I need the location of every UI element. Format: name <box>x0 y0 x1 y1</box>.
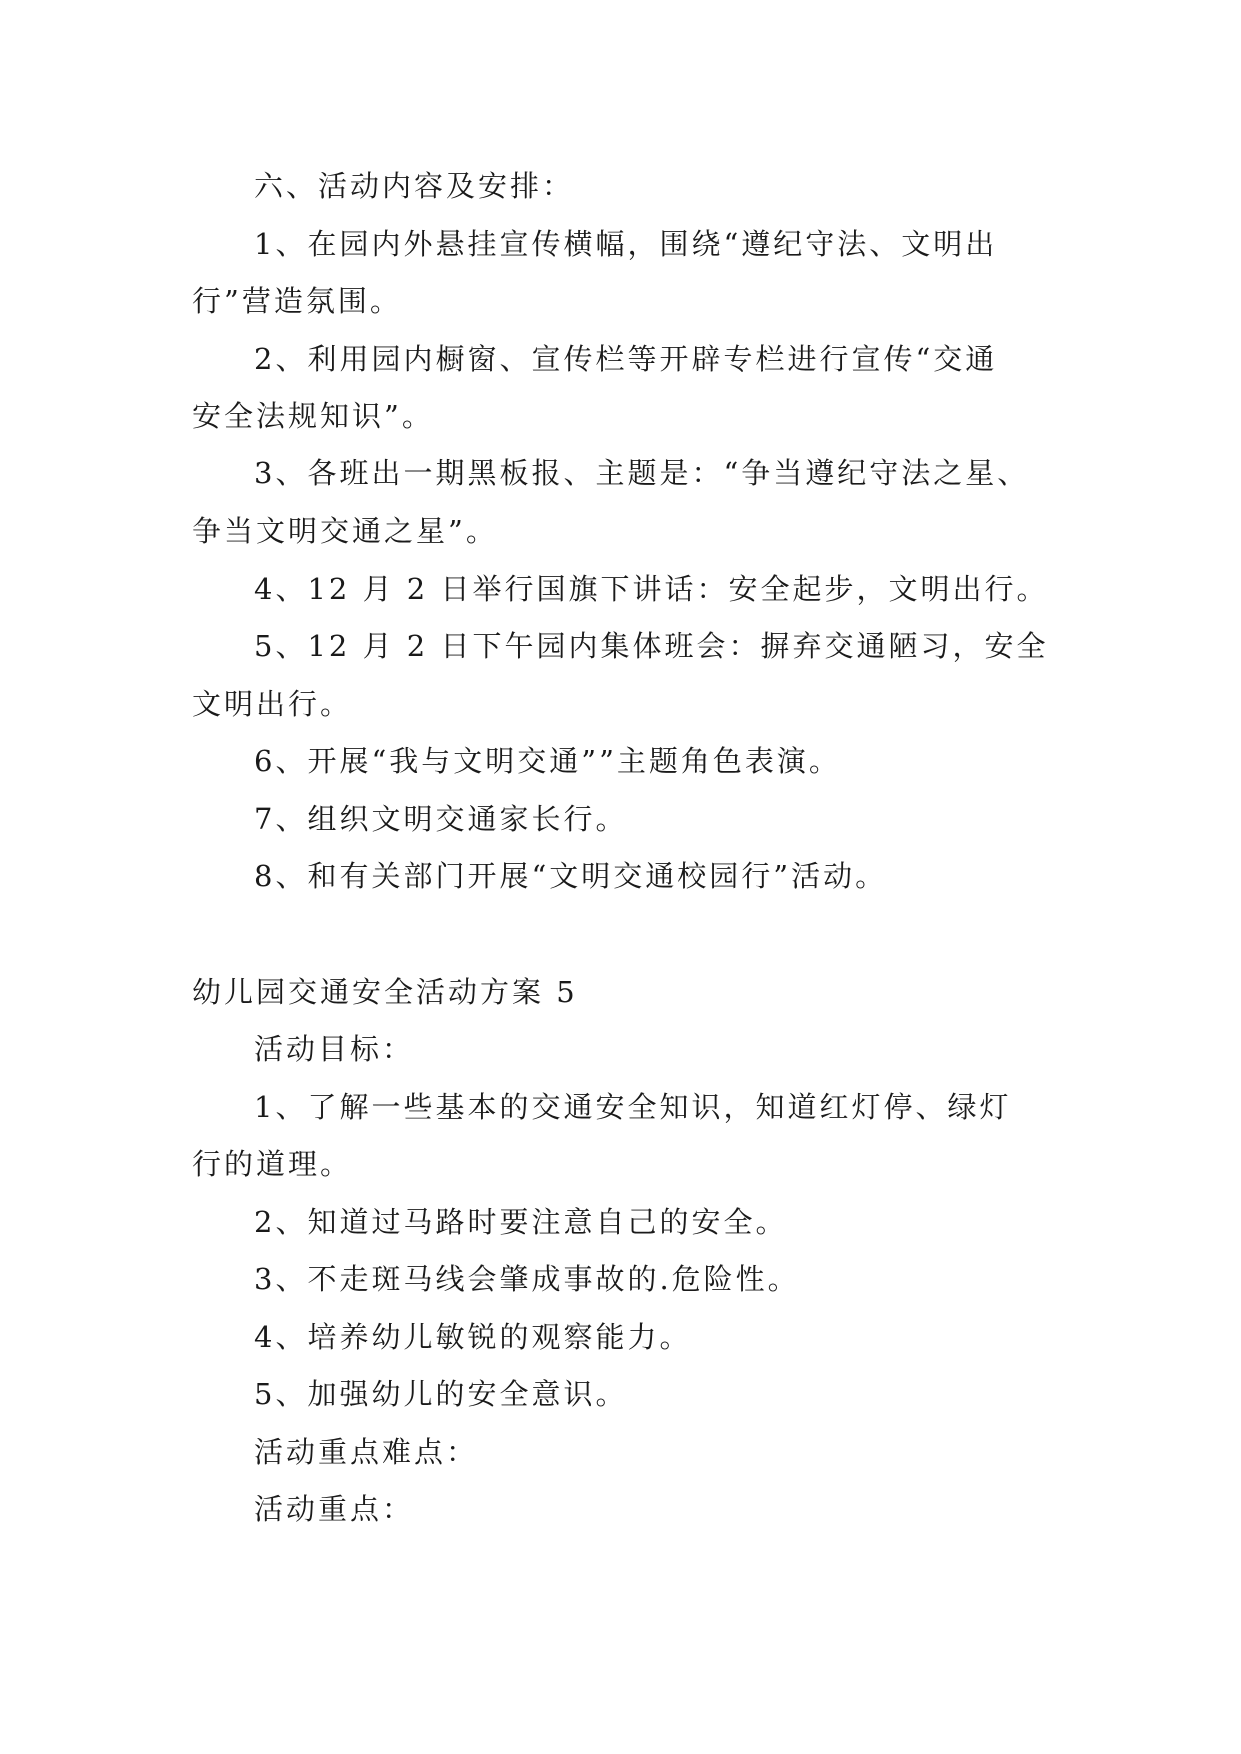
list-item-2-line1: 2、利用园内橱窗、宣传栏等开辟专栏进行宣传“交通 <box>254 342 998 376</box>
goal-item-2: 2、知道过马路时要注意自己的安全。 <box>254 1205 788 1239</box>
goal-item-1-line2: 行的道理。 <box>192 1147 353 1181</box>
list-item-5-line2: 文明出行。 <box>192 687 353 721</box>
list-item-5-line1: 5、12 月 2 日下午园内集体班会：摒弃交通陋习，安全 <box>254 629 1049 663</box>
goal-item-5: 5、加强幼儿的安全意识。 <box>254 1377 628 1411</box>
goal-item-3: 3、不走斑马线会肇成事故的.危险性。 <box>254 1262 800 1296</box>
list-item-4: 4、12 月 2 日举行国旗下讲话：安全起步，文明出行。 <box>254 572 1049 606</box>
list-item-6: 6、开展“我与文明交通””主题角色表演。 <box>254 744 841 778</box>
plan-title: 幼儿园交通安全活动方案 5 <box>192 975 578 1009</box>
list-item-2-line2: 安全法规知识”。 <box>192 399 434 433</box>
goal-item-1-line1: 1、了解一些基本的交通安全知识，知道红灯停、绿灯 <box>254 1090 1012 1124</box>
list-item-3-line1: 3、各班出一期黑板报、主题是：“争当遵纪守法之星、 <box>254 456 1030 490</box>
list-item-1-line1: 1、在园内外悬挂宣传横幅，围绕“遵纪守法、文明出 <box>254 227 998 261</box>
section-heading: 六、活动内容及安排： <box>254 169 575 203</box>
list-item-8: 8、和有关部门开展“文明交通校园行”活动。 <box>254 859 888 893</box>
key-heading: 活动重点： <box>254 1492 415 1526</box>
key-difficult-heading: 活动重点难点： <box>254 1435 479 1469</box>
goals-heading: 活动目标： <box>254 1032 415 1066</box>
list-item-3-line2: 争当文明交通之星”。 <box>192 514 498 548</box>
goal-item-4: 4、培养幼儿敏锐的观察能力。 <box>254 1320 692 1354</box>
list-item-1-line2: 行”营造氛围。 <box>192 284 402 318</box>
list-item-7: 7、组织文明交通家长行。 <box>254 802 628 836</box>
